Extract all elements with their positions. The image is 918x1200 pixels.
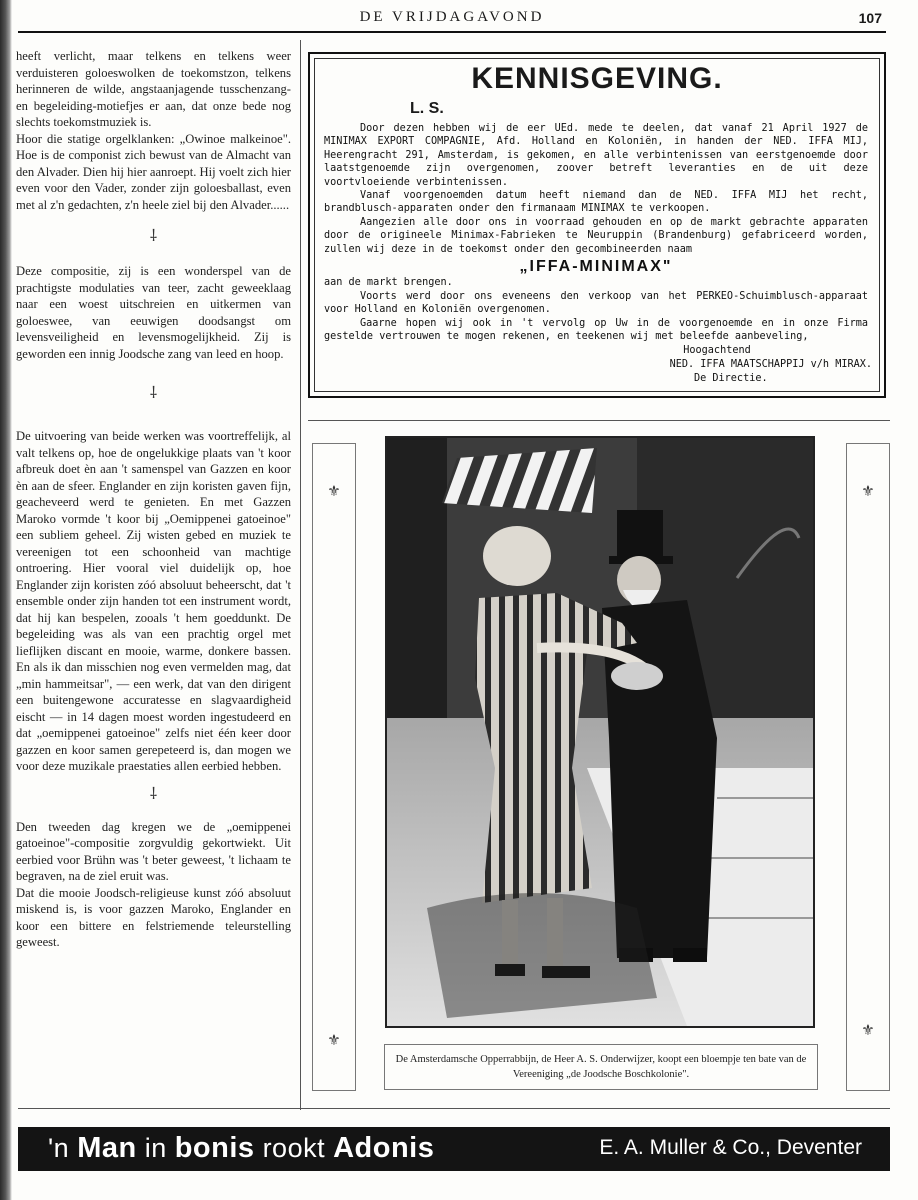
- ad-slogan-part: in: [136, 1133, 175, 1163]
- ad-slogan: [48, 1132, 434, 1165]
- notice-closing: Hoogachtend: [683, 345, 751, 356]
- notice-signoff: [602, 344, 872, 386]
- ad-slogan-part: bonis: [174, 1132, 255, 1164]
- notice-body: [324, 122, 868, 344]
- advertisement-banner: [18, 1127, 890, 1171]
- article-paragraph: Hoor die statige orgelklanken: „Owinoe malkeinoe". Hoe is de componist zich bewust van de Almacht van den Alvader. Dien hij hier aanroept. Hij voelt zich hier even voor den Vader, zonder zijn goloesballast, even met al z'n gedachten, z'n heele ziel bij den Alvader......: [16, 131, 291, 212]
- notice-company: NED. IFFA MAATSCHAPPIJ v/h MIRAX.: [669, 359, 872, 370]
- fleur-de-lis-icon: ⚜: [327, 1033, 341, 1049]
- notice-title: KENNISGEVING.: [471, 62, 723, 95]
- photo-caption: De Amsterdamsche Opperrabbijn, de Heer A. S. Onderwijzer, koopt een bloempje ten bate van de Vereeniging „de Joodsche Boschkolonie".: [384, 1044, 818, 1090]
- photograph-image: [387, 438, 813, 1026]
- section-rule: [308, 420, 890, 421]
- magazine-title: DE VRIJDAGAVOND: [359, 9, 545, 25]
- section-rule: [18, 1108, 890, 1109]
- column-rule: [300, 40, 301, 1110]
- notice-salutation: L. S.: [410, 100, 444, 117]
- article-column: [16, 48, 291, 1103]
- ad-slogan-part: 'n: [48, 1133, 78, 1163]
- section-divider-icon: ⸸: [149, 228, 158, 245]
- ornament-panel-right: [846, 443, 890, 1091]
- page-number: 107: [858, 10, 882, 26]
- ad-company: E. A. Muller & Co., Deventer: [599, 1136, 862, 1159]
- brand-name: „IFFA-MINIMAX": [519, 258, 673, 276]
- article-paragraph: Deze compositie, zij is een wonderspel van de prachtigste modulaties van teer, zacht geweeklaag naar een woest uitschreien en uitkermen van goloeswee, van eeuwigen doodsangst om levensveiligheid en levensmogelijkheid. Zij is geworden een innig Joodsche zang van leed en hoop.: [16, 264, 291, 361]
- fleur-de-lis-icon: ⚜: [327, 484, 341, 500]
- article-paragraph: heeft verlicht, maar telkens en telkens weer verduisteren goloeswolken de toekomstzon, telkens herinneren de wilde, angstaanjagende tusschenzang- en begeleiding-motiefjes er aan, dat onze bede nog slechts toekomstmuziek is.: [16, 49, 291, 129]
- notice-paragraph: Gaarne hopen wij ook in 't vervolg op Uw in de voorgenoemde en in onze Firma gestelde vertrouwen te mogen rekenen, en teekenen wij met beleefde aanbeveling,: [324, 317, 868, 343]
- fleur-de-lis-icon: ⚜: [861, 484, 875, 500]
- notice-signature: De Directie.: [694, 373, 768, 384]
- ad-slogan-part: Man: [77, 1132, 137, 1164]
- ad-slogan-part: Adonis: [333, 1132, 435, 1164]
- notice-paragraph: aan de markt brengen.: [324, 277, 453, 289]
- section-divider-icon: ⸸: [149, 785, 158, 803]
- running-head: [18, 9, 886, 33]
- notice-paragraph: Vanaf voorgenoemden datum heeft niemand dan de NED. IFFA MIJ het recht, brandblusch-apparaten onder den firmanaam MINIMAX te verkoopen.: [324, 190, 868, 215]
- ornament-panel-left: [312, 443, 356, 1091]
- article-paragraph: De uitvoering van beide werken was voortreffelijk, al valt telkens op, hoe de ongelukkige plaats van 't koor afbreuk doet èn aan 't samenspel van Gazzen en koor èn aan de sfeer. Englander en zijn koristen gaven fijn, geacheveerd werd te genieten. En met Gazzen Maroko vormde 't koor bij „Oemippenei gatoeinoe" een subliem geheel. Zij wisten gebed en muziek te vereenigen tot een schoonheid van machtige ontroering. Hier vooral viel duidelijk op, hoe Englander zijn koristen zóó absoluut beheerscht, dat 't ensemble onder zijn handen tot een instrument wordt, dat hij kan bespelen, zooals 't hem goeddunkt. De begeleiding was als van een prachtig orgel met lieflijken discant en mooie, warme, donkere bassen. En als ik dan misschien nog even vermelden mag, dat „min hammeitsar", — een werk, dat van den dirigent een buitengewone accuratesse en slagvaardigheid eischt — in 14 dagen moest worden ingestudeerd en dat „oemippenei gatoeinoe" zelfs niet één keer door gazzen en koor samen gerepeteerd is, dan mogen we voor deze muzikale praestaties allen eerbied hebben.: [16, 429, 291, 773]
- photograph: [385, 436, 815, 1028]
- page-binding-shadow: [0, 0, 12, 1200]
- ad-slogan-part: rookt: [254, 1133, 334, 1163]
- article-paragraph: Dat die mooie Joodsch-religieuse kunst zóó absoluut miskend is, is voor gazzen Maroko, Englander en koor een bittere en felstriemende teleurstelling geweest.: [16, 885, 291, 949]
- notice-paragraph: Door dezen hebben wij de eer UEd. mede te deelen, dat vanaf 21 April 1927 de MINIMAX EXPORT COMPAGNIE, Afd. Holland en Koloniën, in handen der NED. IFFA MIJ, Heerengracht 291, Amsterdam, is gekomen, en alle verbintenissen van eerstgenoemde door laatstgenoemde zijn overgenomen, zoover betreft leveranties en de uit deze voortvloeiende verbintenissen.: [324, 123, 868, 188]
- article-paragraph: Den tweeden dag kregen we de „oemippenei gatoeinoe"-compositie zorgvuldig gekortwiekt. Uit eerbied voor Brühn was 't beter geweest, 't lichaam te begraven, na de ziel eruit was.: [16, 819, 291, 883]
- notice-paragraph: Aangezien alle door ons in voorraad gehouden en op de markt gebrachte apparaten door de origineele Minimax-Fabrieken te Neuruppin (Brandenburg) gefabriceerd worden, zullen wij deze in de toekomst onder den gecombineerden naam: [324, 216, 868, 255]
- section-divider-icon: ⸸: [149, 385, 158, 402]
- notice-box: [308, 52, 886, 398]
- notice-paragraph: Voorts werd door ons eveneens den verkoop van het PERKEO-Schuimblusch-apparaat voor Holland en Koloniën overgenomen.: [324, 290, 868, 316]
- fleur-de-lis-icon: ⚜: [861, 1023, 875, 1039]
